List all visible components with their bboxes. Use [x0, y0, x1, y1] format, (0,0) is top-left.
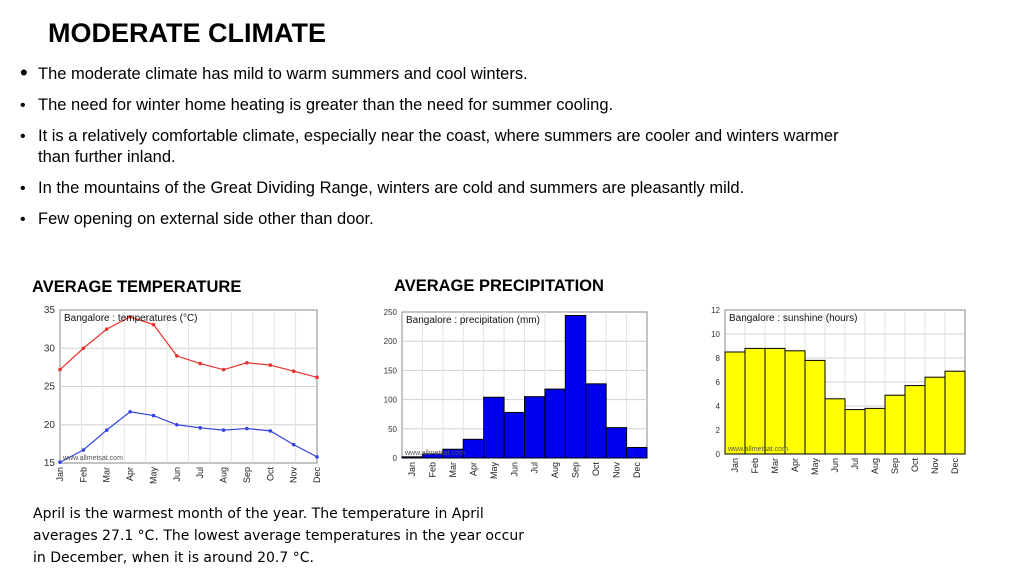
bullet-item: [18, 126, 858, 168]
bar: [885, 395, 905, 454]
x-tick-label: Mar: [448, 462, 459, 478]
x-tick-label: Nov: [611, 462, 622, 479]
y-tick-label: 6: [715, 378, 720, 387]
x-tick-label: Mar: [770, 458, 780, 474]
bar: [504, 412, 524, 458]
caption-text: April is the warmest month of the year. The temperature in April averages 27.1 °C. The lowest average temperatures in the year occur in December, when it is around 20.7 °C.: [33, 506, 525, 566]
bar: [925, 377, 945, 454]
bar: [945, 371, 965, 454]
y-tick-label: 20: [43, 419, 55, 431]
y-tick-label: 15: [43, 458, 55, 469]
data-point: [245, 427, 249, 431]
bar: [484, 397, 504, 458]
data-point: [58, 460, 62, 464]
bar: [765, 348, 785, 454]
bullet-item: [18, 95, 998, 116]
y-tick-label: 2: [715, 426, 720, 435]
y-tick-label: 30: [43, 343, 55, 355]
bullet-item: [18, 209, 998, 230]
x-tick-label: May: [810, 458, 820, 476]
bar: [565, 316, 585, 458]
x-tick-label: Jan: [407, 462, 418, 477]
bar: [865, 408, 885, 454]
precipitation-chart: [372, 308, 654, 492]
bullet-text: The moderate climate has mild to warm summers and cool winters.: [38, 65, 528, 83]
data-point: [58, 368, 62, 372]
x-tick-label: Apr: [468, 462, 479, 477]
x-tick-label: Nov: [288, 467, 299, 484]
bullet-item: [18, 60, 998, 85]
y-tick-label: 100: [383, 395, 397, 405]
x-tick-label: Apr: [790, 458, 800, 473]
x-tick-label: Oct: [265, 467, 276, 482]
data-point: [268, 429, 272, 433]
data-point: [268, 363, 272, 367]
bar: [606, 428, 626, 458]
x-tick-label: Feb: [427, 462, 438, 478]
x-tick-label: Oct: [590, 462, 601, 477]
bar: [825, 399, 845, 454]
x-tick-label: May: [148, 467, 159, 485]
bullet-icon: •: [20, 180, 26, 197]
data-point: [82, 346, 86, 350]
x-tick-label: Dec: [631, 462, 642, 479]
bullet-icon: •: [20, 211, 26, 228]
bar: [905, 386, 925, 454]
sunshine-chart-svg: [703, 306, 973, 492]
x-tick-label: Sep: [570, 462, 581, 479]
bullet-icon: •: [20, 128, 26, 145]
bullet-list: [18, 60, 998, 240]
y-tick-label: 0: [715, 450, 720, 459]
y-tick-label: 8: [715, 354, 720, 363]
y-tick-label: 0: [392, 454, 397, 463]
chart-watermark: www.allmetsat.com: [728, 446, 788, 453]
x-tick-label: Aug: [550, 462, 561, 479]
bullet-text: Few opening on external side other than door.: [38, 210, 374, 228]
data-point: [315, 376, 319, 380]
bullet-item: [18, 178, 998, 199]
x-tick-label: Nov: [930, 458, 940, 475]
sunshine-chart: [703, 306, 973, 492]
data-point: [175, 354, 179, 358]
x-tick-label: Sep: [241, 467, 252, 484]
bar: [545, 389, 565, 458]
data-point: [245, 361, 249, 365]
precipitation-chart-svg: [372, 308, 654, 492]
y-tick-label: 25: [43, 381, 55, 393]
data-point: [292, 443, 296, 447]
x-tick-label: Oct: [910, 458, 920, 473]
precipitation-heading: AVERAGE PRECIPITATION: [394, 277, 604, 295]
chart-watermark: www.allmetsat.com: [63, 455, 123, 462]
bullet-text: It is a relatively comfortable climate, especially near the coast, where summers are cooler and winters warmer than further inland.: [38, 127, 839, 166]
x-tick-label: May: [488, 462, 499, 480]
data-point: [222, 428, 226, 432]
y-tick-label: 150: [383, 366, 397, 376]
slide-title: MODERATE CLIMATE: [48, 18, 326, 48]
x-tick-label: Jul: [850, 458, 860, 470]
x-tick-label: Dec: [950, 458, 960, 475]
data-point: [175, 423, 179, 427]
bullet-icon: •: [20, 60, 28, 85]
chart-title: Bangalore : temperatures (°C): [64, 313, 198, 324]
bar: [463, 439, 483, 458]
data-point: [105, 327, 109, 331]
bar: [402, 457, 422, 458]
bar: [845, 410, 865, 454]
x-tick-label: Dec: [312, 467, 322, 484]
y-tick-label: 10: [711, 330, 720, 339]
bar: [627, 447, 647, 458]
data-point: [128, 410, 132, 414]
data-point: [222, 368, 226, 372]
bullet-text: The need for winter home heating is greater than the need for summer cooling.: [38, 96, 614, 114]
bullet-text: In the mountains of the Great Dividing Range, winters are cold and summers are pleasantly mild.: [38, 179, 745, 197]
y-tick-label: 12: [711, 306, 720, 315]
temperature-heading: AVERAGE TEMPERATURE: [32, 278, 242, 296]
bar: [725, 352, 745, 454]
y-tick-label: 250: [383, 308, 397, 317]
chart-watermark: www.allmetsat.com: [405, 450, 465, 457]
x-tick-label: Aug: [218, 467, 229, 484]
temperature-chart-svg: [25, 306, 325, 492]
chart-title: Bangalore : precipitation (mm): [406, 315, 540, 326]
bullet-icon: •: [20, 97, 26, 114]
x-tick-label: Feb: [750, 458, 760, 474]
data-point: [198, 362, 202, 366]
x-tick-label: Jun: [830, 458, 840, 473]
x-tick-label: Feb: [78, 467, 89, 483]
data-point: [292, 369, 296, 373]
y-tick-label: 50: [388, 424, 397, 434]
bar: [586, 384, 606, 458]
x-tick-label: Sep: [890, 458, 900, 475]
bar: [745, 348, 765, 454]
y-tick-label: 200: [383, 337, 397, 347]
y-tick-label: 4: [715, 402, 720, 411]
x-tick-label: Jan: [730, 458, 740, 473]
data-point: [198, 426, 202, 430]
data-point: [152, 414, 156, 418]
x-tick-label: Jan: [55, 467, 65, 482]
x-tick-label: Mar: [101, 467, 112, 483]
data-point: [82, 448, 86, 452]
y-tick-label: 35: [43, 306, 55, 316]
temperature-chart: [25, 306, 325, 492]
x-tick-label: Aug: [870, 458, 880, 475]
x-tick-label: Jul: [195, 467, 206, 479]
x-tick-label: Jun: [509, 462, 520, 477]
x-tick-label: Apr: [125, 467, 136, 482]
data-point: [105, 428, 109, 432]
bar: [785, 351, 805, 454]
data-point: [315, 455, 319, 459]
chart-title: Bangalore : sunshine (hours): [729, 313, 858, 324]
x-tick-label: Jul: [529, 462, 540, 474]
bar: [805, 360, 825, 454]
bar: [525, 397, 545, 458]
x-tick-label: Jun: [171, 467, 182, 482]
